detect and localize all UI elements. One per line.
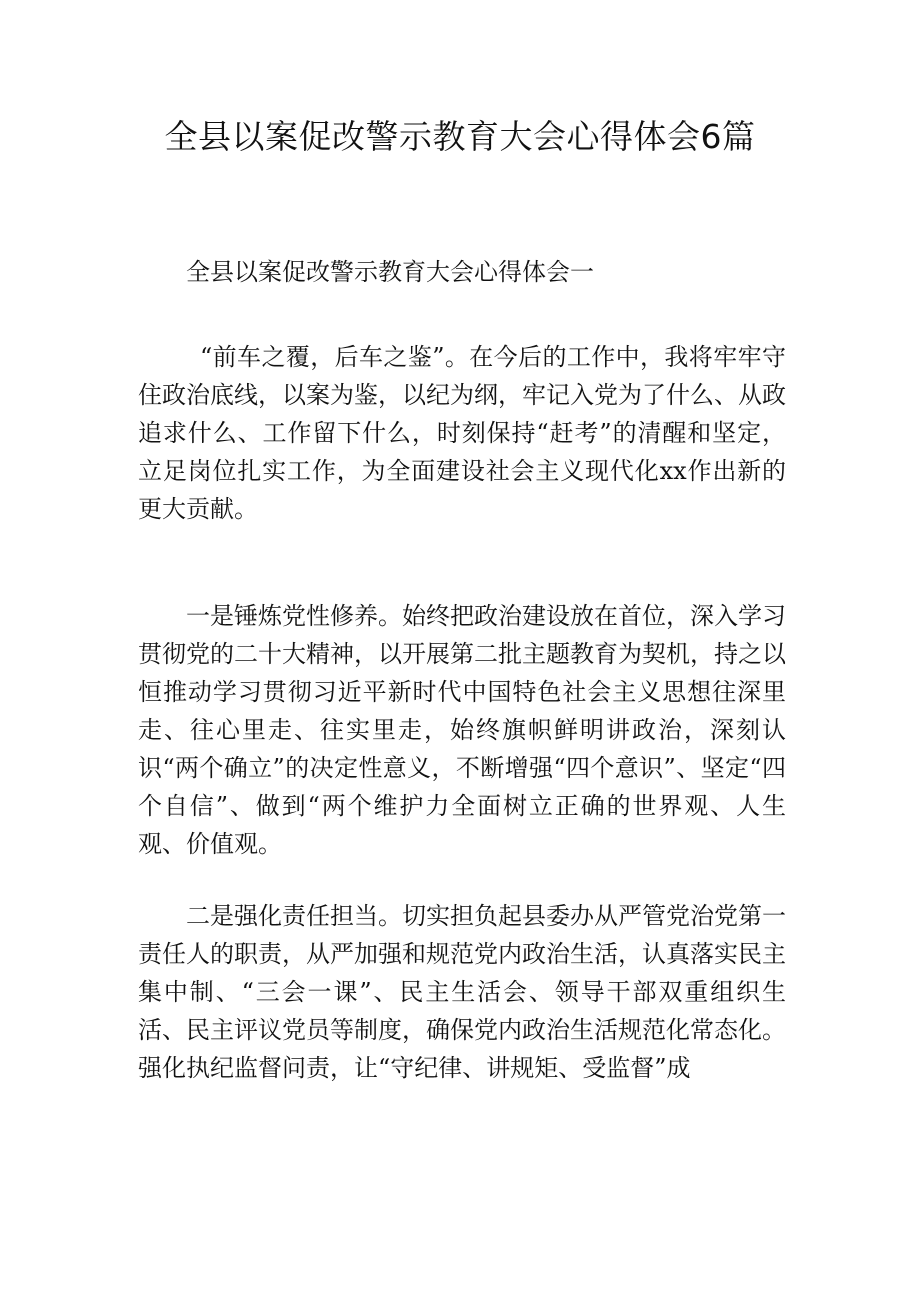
section-heading: 全县以案促改警示教育大会心得体会一: [186, 258, 594, 286]
document-title: 全县以案促改警示教育大会心得体会6篇: [164, 117, 756, 156]
paragraph-responsibility: 二是强化责任担当。切实担负起县委办从严管党治党第一责任人的职责，从严加强和规范党内政治生活，认真落实民主集中制、“三会一课”、民主生活会、领导干部双重组织生活、民主评议党员等制度，确保党内政治生活规范化常态化。强化执纪监督问责，让“守纪律、讲规矩、受监督”成: [138, 902, 786, 1082]
paragraph-party-spirit: 一是锤炼党性修养。始终把政治建设放在首位，深入学习贯彻党的二十大精神，以开展第二批主题教育为契机，持之以恒推动学习贯彻习近平新时代中国特色社会主义思想往深里走、往心里走、往实里走，始终旗帜鲜明讲政治，深刻认识“两个确立”的决定性意义，不断增强“四个意识”、坚定“四个自信”、做到“两个维护力全面树立正确的世界观、人生观、价值观。: [138, 602, 786, 858]
paragraph-intro: “前车之覆，后车之鉴”。在今后的工作中，我将牢牢守住政治底线，以案为鉴，以纪为纲，牢记入党为了什么、从政追求什么、工作留下什么，时刻保持“赶考”的清醒和坚定，立足岗位扎实工作，为全面建设社会主义现代化xx作出新的更大贡献。: [138, 343, 786, 523]
